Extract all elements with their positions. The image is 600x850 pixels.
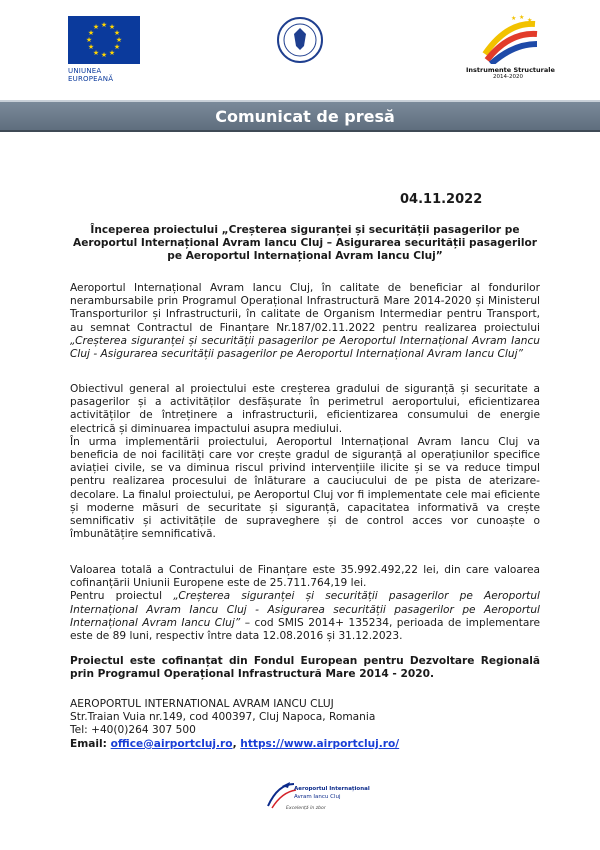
svg-text:★: ★: [92, 23, 100, 31]
paragraph-financing: [70, 564, 540, 643]
svg-text:★: ★: [108, 49, 116, 57]
eu-caption: UNIUNEA EUROPEANĂ: [68, 67, 114, 83]
paragraph-cofinancing: Proiectul este cofinanțat din Fondul European pentru Dezvoltare Regională prin Programul Operațional Infrastructură Mare 2014 - 2020.: [70, 655, 540, 681]
instruments-years: 2014-2020: [493, 74, 523, 80]
paragraph-objectives: [70, 383, 540, 541]
airport-logo-line1: Aeroportul Internațional: [294, 786, 370, 792]
instruments-logo-icon: [477, 14, 539, 64]
email-link[interactable]: office@airportcluj.ro: [110, 737, 233, 750]
contact-org: AEROPORTUL INTERNATIONAL AVRAM IANCU CLUJ: [70, 698, 334, 710]
contact-address: Str.Traian Vuia nr.149, cod 400397, Cluj Napoca, Romania: [70, 711, 376, 724]
romanian-government-seal-icon: [276, 16, 324, 64]
release-subject: Începerea proiectului „Creșterea siguranței și securității pasagerilor pe Aeroportul Internațional Avram Iancu Cluj – Asigurarea securității pasagerilor pe Aeroportul Internațional Avram Iancu Cluj”: [73, 224, 537, 263]
release-date: 04.11.2022: [400, 192, 483, 207]
svg-text:★: ★: [115, 36, 123, 44]
project-period-end: – cod SMIS 2014+ 135234, perioada de implementare este de 89 luni, respectiv între data 12.08.2016 și 31.12.2023.: [70, 616, 540, 643]
svg-text:★: ★: [100, 21, 108, 29]
instrumente-structurale-logo: [466, 14, 555, 80]
svg-text:★: ★: [100, 51, 108, 59]
svg-text:★: ★: [511, 15, 517, 22]
press-release-banner: [0, 100, 600, 132]
airport-logo-tagline: Excelență în zbor: [286, 806, 326, 811]
email-label: Email:: [70, 737, 107, 750]
contact-block: [70, 698, 540, 751]
banner-title: Comunicat de presă: [215, 107, 395, 126]
website-link[interactable]: https://www.airportcluj.ro/: [240, 737, 400, 750]
paragraph-intro-text: Aeroportul Internațional Avram Iancu Cluj, în calitate de beneficiar al fondurilor nerambursabile prin Programul Operațional Infrastructură Mare 2014-2020 și Ministerul Transporturilor și Infrastructurii, în calitate de Organism Intermediar pentru Transport, au semnat Contractul de Finanțare Nr.187/02.11.2022 pentru realizarea proiectului: [70, 282, 540, 334]
svg-text:★: ★: [92, 49, 100, 57]
header-logos: [0, 14, 600, 94]
svg-text:★: ★: [527, 17, 533, 24]
project-period-title-italic: „Creșterea siguranței și securității pasagerilor pe Aeroportul Internațional Avram Iancu Cluj - Asigurarea securității pasagerilor pe Aeroportul Internațional Avram Iancu Cluj”: [70, 590, 540, 629]
instruments-title: Instrumente Structurale: [466, 66, 555, 74]
svg-text:★: ★: [113, 43, 121, 51]
project-title-italic: „Creșterea siguranței și securității pasagerilor pe Aeroportul Internațional Avram Iancu Cluj - Asigurarea securității pasagerilor pe Aeroportul Internațional Avram Iancu Cluj”: [70, 334, 540, 361]
paragraph-intro: [70, 282, 540, 361]
svg-text:★: ★: [519, 14, 525, 21]
contact-phone: Tel: +40(0)264 307 500: [70, 724, 196, 737]
airport-logo-line2: Avram Iancu Cluj: [294, 794, 341, 800]
eu-flag-icon: [68, 16, 140, 64]
paragraph-objective-general: Obiectivul general al proiectului este creșterea gradului de siguranță și securitate a pasagerilor și a activităților desfășurate în perimetrul aeroportului, eficientizarea activităților de întreținere a infrastructurii, eficientizarea consumului de energie electrică și diminuarea impactului asupra mediului.: [70, 383, 540, 435]
svg-text:★: ★: [113, 29, 121, 37]
eu-logo: [68, 16, 140, 83]
svg-text:★: ★: [87, 29, 95, 37]
paragraph-implementation: În urma implementării proiectului, Aeroportul Internațional Avram Iancu Cluj va beneficia de noi facilități care vor crește gradul de siguranță al operațiunilor specifice aviației civile, se va diminua riscul privind intervențiile ilicite și se va reduce timpul pentru realizarea procesului de înlăturare a cauciucului de pe pista de aterizare-decolare. La finalul proiectului, pe Aeroportul Cluj vor fi implementate cele mai eficiente și moderne măsuri de securitate și siguranță, capacitatea informativă va crește semnificativ și activitățile de supraveghere și de control acces vor cunoaște o îmbunătățire semnificativă.: [70, 435, 540, 541]
svg-text:★: ★: [87, 43, 95, 51]
contact-separator: ,: [232, 737, 237, 750]
paragraph-contract-value: Valoarea totală a Contractului de Finanțare este 35.992.492,22 lei, din care valoarea cofinanțării Uniunii Europene este de 25.711.764,19 lei.: [70, 564, 540, 590]
paragraph-project-period: [70, 590, 540, 643]
contact-links: [70, 738, 540, 751]
svg-text:★: ★: [85, 36, 93, 44]
svg-text:★: ★: [108, 23, 116, 31]
project-period-start: Pentru proiectul: [70, 590, 163, 603]
